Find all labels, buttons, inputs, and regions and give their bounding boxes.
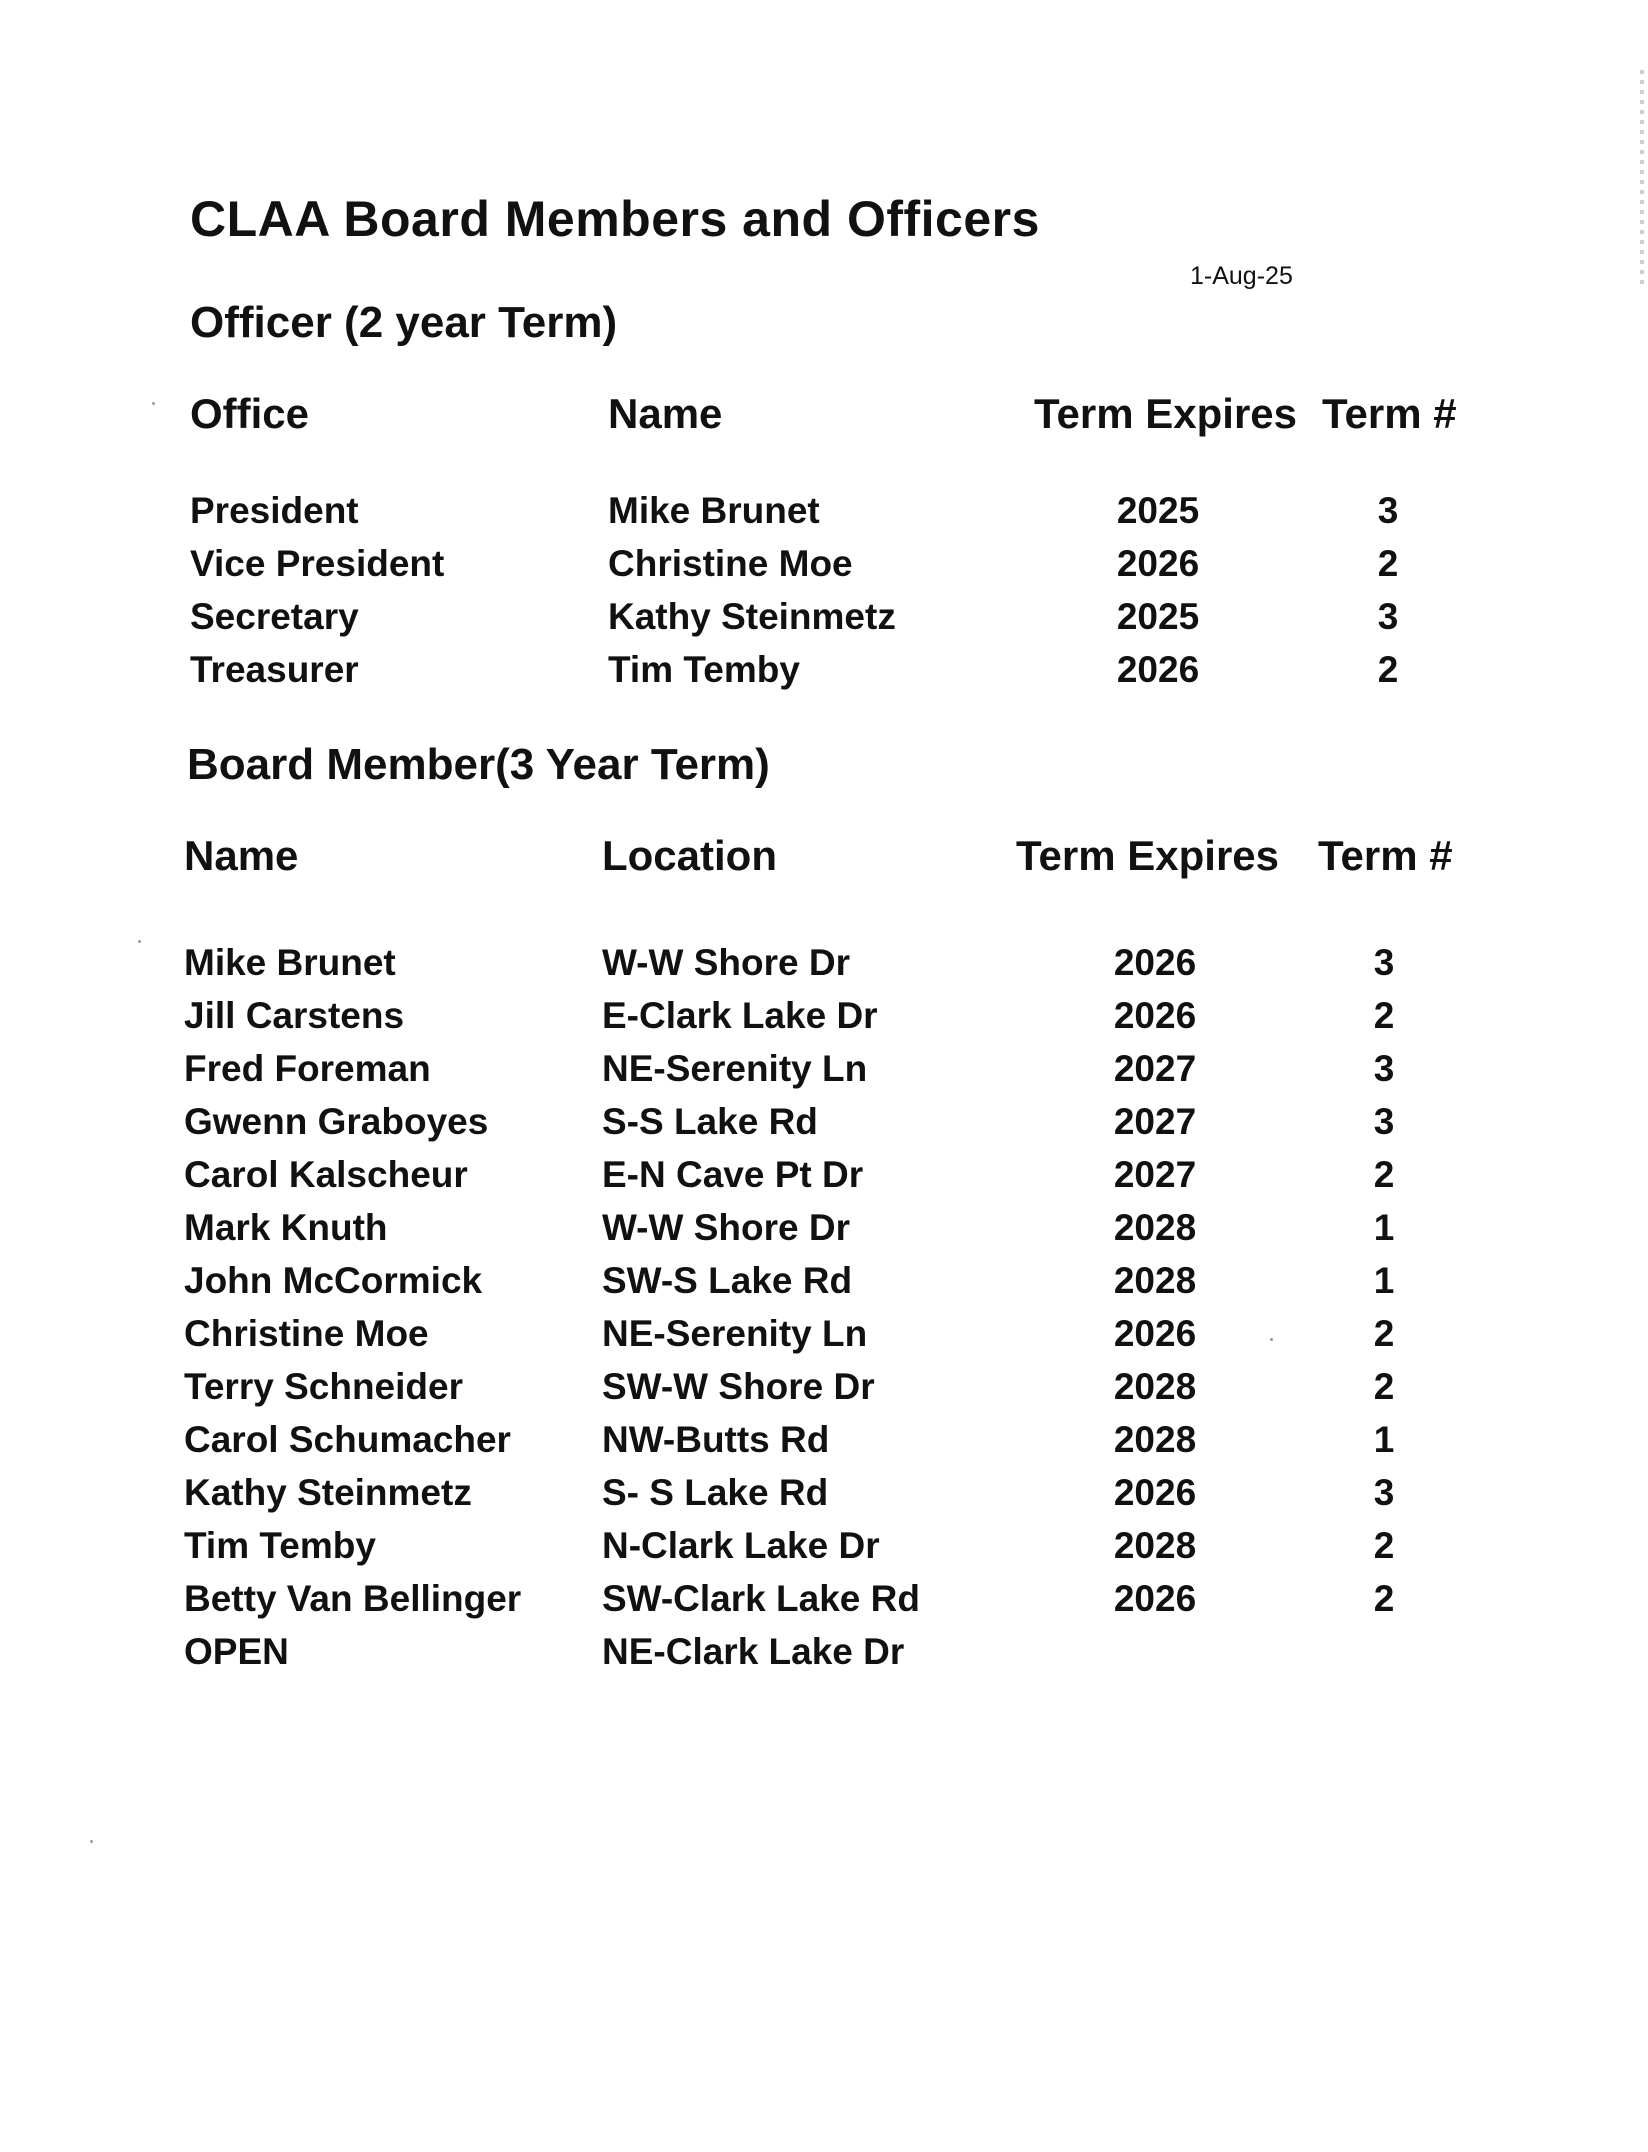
member-location: NE-Clark Lake Dr: [602, 1631, 905, 1672]
scan-speck: [138, 940, 141, 943]
officer-office: Vice President: [190, 543, 445, 584]
member-term-number: 2: [1373, 1525, 1395, 1566]
member-term-number: 1: [1373, 1419, 1395, 1460]
member-location: SW-Clark Lake Rd: [602, 1578, 920, 1619]
member-term-expires: 2027: [1113, 1048, 1197, 1089]
board-row: [0, 1472, 1648, 1524]
officer-office: President: [190, 490, 359, 531]
member-term-number: 3: [1373, 1048, 1395, 1089]
member-term-expires: 2026: [1113, 1472, 1197, 1513]
member-name: Gwenn Graboyes: [184, 1101, 489, 1142]
officer-term-expires: 2026: [1116, 543, 1200, 584]
member-name: Betty Van Bellinger: [184, 1578, 522, 1619]
member-term-number: 2: [1373, 995, 1395, 1036]
member-name: Carol Kalscheur: [184, 1154, 468, 1195]
officer-name: Christine Moe: [608, 543, 853, 584]
member-term-expires: 2028: [1113, 1525, 1197, 1566]
member-term-expires: 2028: [1113, 1207, 1197, 1248]
member-term-expires: 2028: [1113, 1260, 1197, 1301]
member-term-number: 2: [1373, 1366, 1395, 1407]
header-name: Name: [184, 832, 299, 879]
officer-office: Treasurer: [190, 649, 359, 690]
member-term-number: 2: [1373, 1313, 1395, 1354]
member-name: Terry Schneider: [184, 1366, 463, 1407]
board-row: [0, 1313, 1648, 1365]
board-row: [0, 1366, 1648, 1418]
member-term-expires: 2026: [1113, 1313, 1197, 1354]
member-term-expires: 2027: [1113, 1154, 1197, 1195]
member-name: Mike Brunet: [184, 942, 396, 983]
scan-edge-artifact: [1640, 70, 1644, 290]
officer-term-expires: 2025: [1116, 596, 1200, 637]
member-location: S-S Lake Rd: [602, 1101, 818, 1142]
scan-speck: [1270, 1338, 1273, 1341]
board-row: [0, 995, 1648, 1047]
member-name: Christine Moe: [184, 1313, 429, 1354]
document-date: 1-Aug-25: [1190, 262, 1293, 290]
member-term-number: 3: [1373, 1472, 1395, 1513]
member-name: Kathy Steinmetz: [184, 1472, 472, 1513]
officer-name: Kathy Steinmetz: [608, 596, 896, 637]
member-term-expires: 2026: [1113, 942, 1197, 983]
officer-term-expires: 2026: [1116, 649, 1200, 690]
board-table-header: [0, 832, 1648, 884]
board-row: [0, 1101, 1648, 1153]
header-location: Location: [602, 832, 777, 879]
member-name: Carol Schumacher: [184, 1419, 511, 1460]
officer-row: [0, 490, 1648, 542]
officer-term-number: 3: [1377, 596, 1399, 637]
member-term-number: 3: [1373, 1101, 1395, 1142]
officer-office: Secretary: [190, 596, 359, 637]
board-row: [0, 1154, 1648, 1206]
member-location: E-N Cave Pt Dr: [602, 1154, 864, 1195]
member-location: SW-S Lake Rd: [602, 1260, 853, 1301]
member-name: OPEN: [184, 1631, 289, 1672]
member-term-number: 1: [1373, 1260, 1395, 1301]
member-location: SW-W Shore Dr: [602, 1366, 875, 1407]
officer-term-number: 2: [1377, 543, 1399, 584]
officer-table-header: [0, 390, 1648, 442]
member-term-number: 2: [1373, 1154, 1395, 1195]
document-title: CLAA Board Members and Officers: [190, 191, 1040, 247]
member-location: N-Clark Lake Dr: [602, 1525, 880, 1566]
member-term-expires: 2027: [1113, 1101, 1197, 1142]
officer-term-expires: 2025: [1116, 490, 1200, 531]
officer-name: Mike Brunet: [608, 490, 820, 531]
member-term-number: 2: [1373, 1578, 1395, 1619]
board-row: [0, 1260, 1648, 1312]
officer-term-number: 3: [1377, 490, 1399, 531]
board-row: [0, 1419, 1648, 1471]
scan-speck: [152, 402, 155, 405]
member-name: Tim Temby: [184, 1525, 376, 1566]
header-term-expires: Term Expires: [1034, 390, 1298, 437]
member-term-expires: 2028: [1113, 1366, 1197, 1407]
member-term-expires: 2026: [1113, 1578, 1197, 1619]
member-name: Jill Carstens: [184, 995, 405, 1036]
board-row: [0, 1048, 1648, 1100]
officer-term-number: 2: [1377, 649, 1399, 690]
member-term-number: 3: [1373, 942, 1395, 983]
board-row: [0, 942, 1648, 994]
member-location: S- S Lake Rd: [602, 1472, 829, 1513]
member-name: John McCormick: [184, 1260, 483, 1301]
board-row: [0, 1207, 1648, 1259]
member-term-number: 1: [1373, 1207, 1395, 1248]
board-row: [0, 1525, 1648, 1577]
member-location: E-Clark Lake Dr: [602, 995, 878, 1036]
member-term-expires: 2026: [1113, 995, 1197, 1036]
board-row: [0, 1578, 1648, 1630]
officer-name: Tim Temby: [608, 649, 800, 690]
member-name: Mark Knuth: [184, 1207, 388, 1248]
officer-row: [0, 543, 1648, 595]
header-term-number: Term #: [1322, 390, 1457, 437]
officer-row: [0, 596, 1648, 648]
member-term-expires: 2028: [1113, 1419, 1197, 1460]
member-location: NW-Butts Rd: [602, 1419, 830, 1460]
member-location: NE-Serenity Ln: [602, 1048, 868, 1089]
board-row: [0, 1631, 1648, 1683]
board-section-heading: Board Member(3 Year Term): [187, 740, 770, 789]
scan-speck: [90, 1840, 93, 1843]
officer-row: [0, 649, 1648, 701]
officer-section-heading: Officer (2 year Term): [190, 298, 618, 347]
header-name: Name: [608, 390, 723, 437]
member-location: W-W Shore Dr: [602, 1207, 850, 1248]
header-term-number: Term #: [1318, 832, 1453, 879]
member-location: NE-Serenity Ln: [602, 1313, 868, 1354]
member-name: Fred Foreman: [184, 1048, 431, 1089]
member-location: W-W Shore Dr: [602, 942, 850, 983]
header-term-expires: Term Expires: [1016, 832, 1280, 879]
header-office: Office: [190, 390, 310, 437]
